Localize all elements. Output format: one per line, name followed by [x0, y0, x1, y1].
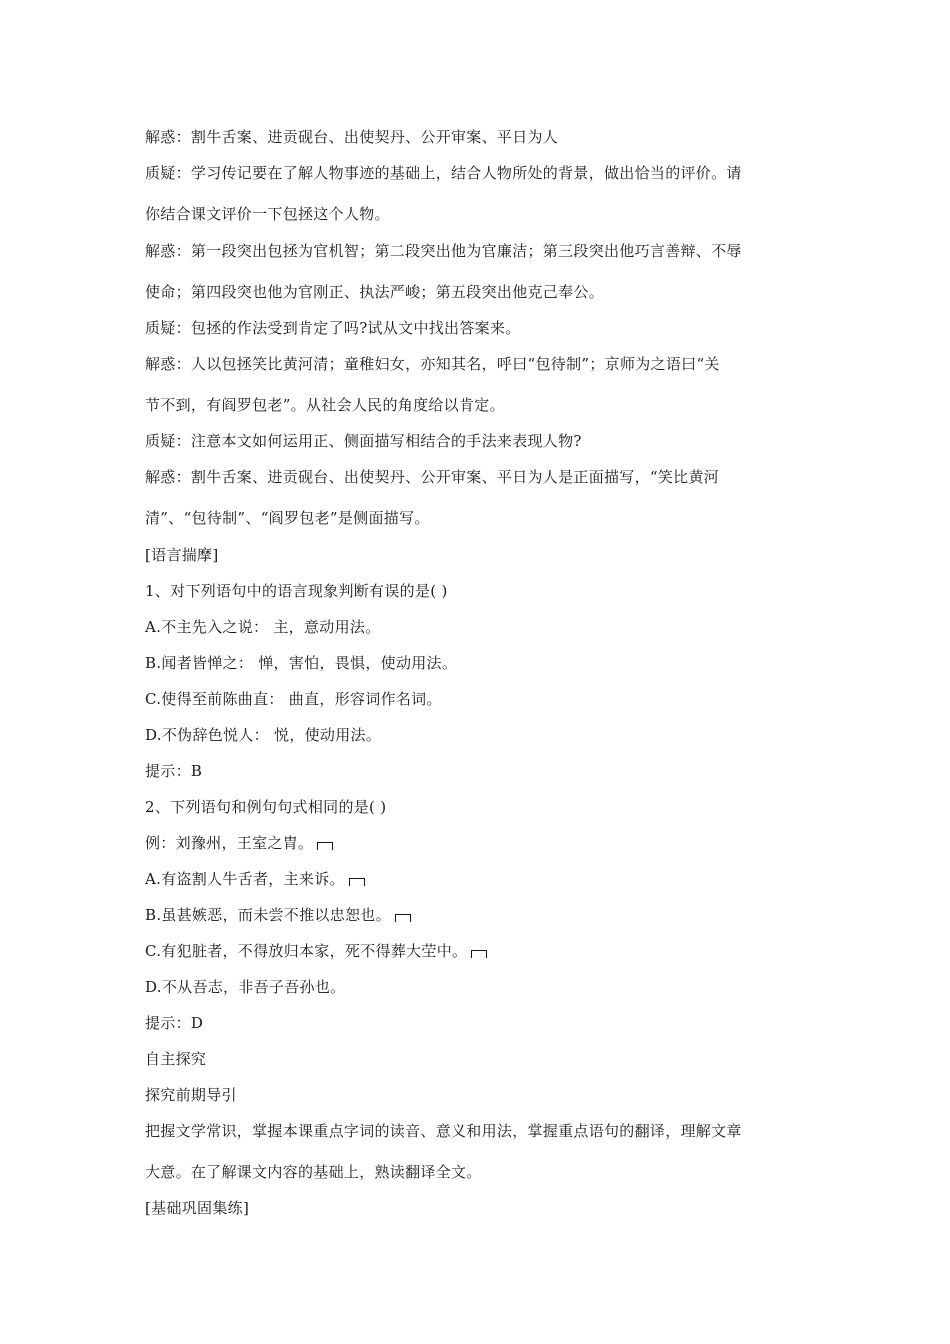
option-b	[145, 906, 411, 924]
paragraph-line: 把握文学常识，掌握本课重点字词的读音、意义和用法，掌握重点语句的翻译，理解文章	[145, 1122, 742, 1140]
question-line-cont: 你结合课文评价一下包拯这个人物。	[145, 205, 390, 223]
section-heading: [语言揣摩]	[145, 546, 219, 564]
option-text: A.有盗割人牛舌者，主来诉。	[145, 870, 345, 888]
option-b: B.闻者皆惮之： 惮，害怕，畏惧，使动用法。	[145, 654, 458, 672]
paragraph-line-cont: 大意。在了解课文内容的基础上，熟读翻译全文。	[145, 1163, 482, 1181]
subsection-heading: 探究前期导引	[145, 1086, 237, 1104]
question-line: 质疑：学习传记要在了解人物事迹的基础上，结合人物所处的背景，做出恰当的评价。请	[145, 164, 742, 182]
answer-line: 解惑：割牛舌案、进贡砚台、出使契丹、公开审案、平日为人	[145, 128, 559, 146]
blank-mark-icon	[317, 842, 333, 850]
section-heading: [基础巩固集练]	[145, 1199, 250, 1217]
option-a: A.不主先入之说： 主，意动用法。	[145, 618, 381, 636]
option-d: D.不伪辞色悦人： 悦，使动用法。	[145, 726, 382, 744]
exercise-question: 1、对下列语句中的语言现象判断有误的是( )	[145, 582, 448, 600]
answer-line: 解惑：割牛舌案、进贡砚台、出使契丹、公开审案、平日为人是正面描写，“笑比黄河	[145, 468, 720, 486]
answer-line-cont: 清”、“包待制”、“阎罗包老”是侧面描写。	[145, 509, 430, 527]
question-line: 质疑：包拯的作法受到肯定了吗?试从文中找出答案来。	[145, 319, 521, 337]
option-a	[145, 870, 365, 888]
example-sentence	[145, 834, 333, 852]
answer-line: 解惑：人以包拯笑比黄河清；童稚妇女，亦知其名，呼曰“包待制”；京师为之语曰“关	[145, 355, 720, 373]
option-text: C.有犯脏者，不得放归本家，死不得葬大茔中。	[145, 942, 468, 960]
option-c: C.使得至前陈曲直： 曲直，形容词作名词。	[145, 690, 442, 708]
option-text: B.虽甚嫉恶，而未尝不推以忠恕也。	[145, 906, 391, 924]
exercise-question: 2、下列语句和例句句式相同的是( )	[145, 798, 387, 816]
answer-line-cont: 节不到，有阎罗包老”。从社会人民的角度给以肯定。	[145, 396, 505, 414]
option-c	[145, 942, 487, 960]
hint-line: 提示：D	[145, 1014, 204, 1032]
answer-line: 解惑：第一段突出包拯为官机智；第二段突出他为官廉洁；第三段突出他巧言善辩、不辱	[145, 242, 742, 260]
option-d: D.不从吾志，非吾子吾孙也。	[145, 978, 346, 996]
question-line: 质疑：注意本文如何运用正、侧面描写相结合的手法来表现人物?	[145, 432, 582, 450]
section-heading: 自主探究	[145, 1050, 207, 1068]
blank-mark-icon	[349, 878, 365, 886]
blank-mark-icon	[471, 950, 487, 958]
answer-line-cont: 使命；第四段突也他为官刚正、执法严峻；第五段突出他克己奉公。	[145, 283, 605, 301]
hint-line: 提示：B	[145, 762, 203, 780]
example-text: 例：刘豫州，王室之胄。	[145, 834, 314, 852]
blank-mark-icon	[395, 914, 411, 922]
